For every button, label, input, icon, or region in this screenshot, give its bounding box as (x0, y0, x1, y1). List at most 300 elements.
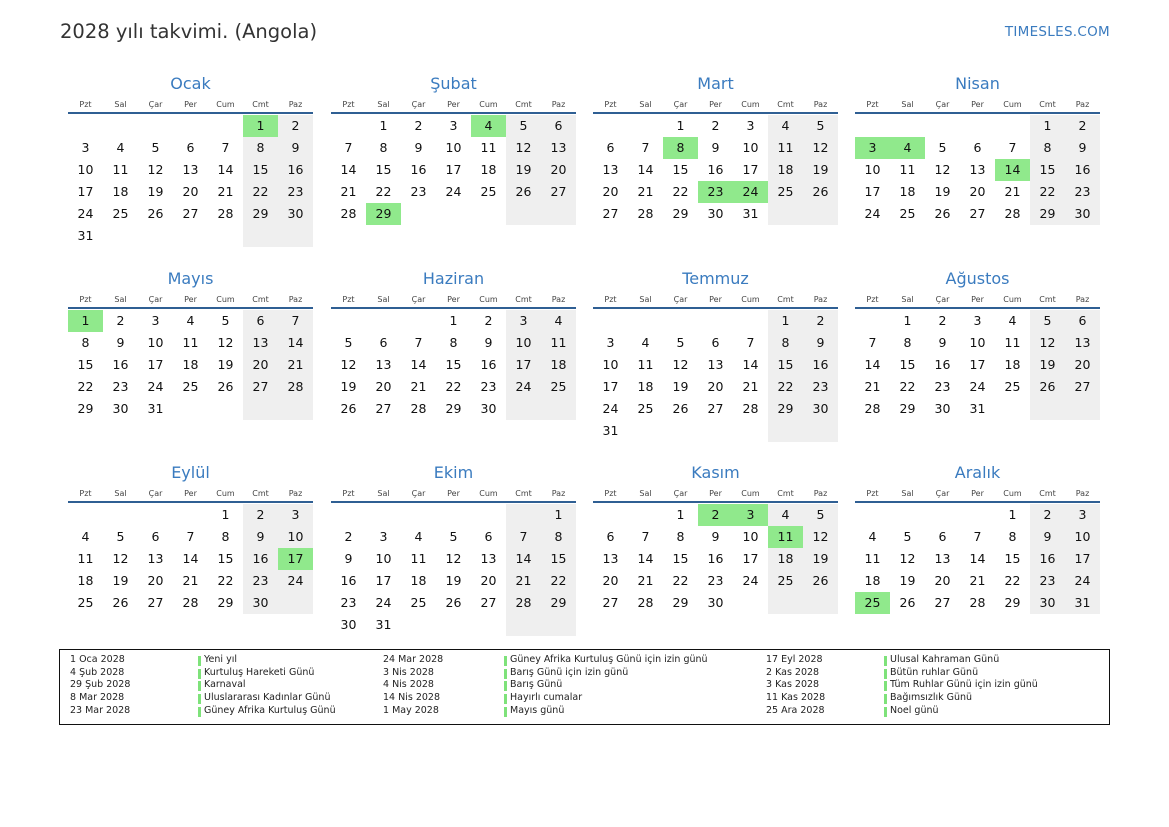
day-cell: 26 (812, 184, 829, 199)
day-cell: 18 (1004, 357, 1021, 372)
day-cell: 2 (711, 118, 720, 133)
day-cell: 11 (777, 140, 794, 155)
day-cell: 2 (116, 313, 125, 328)
day-cell: 29 (672, 595, 689, 610)
weekday-label: Cum (1003, 295, 1022, 304)
day-cell: 18 (550, 357, 567, 372)
day-cell: 19 (445, 573, 462, 588)
day-cell: 19 (899, 573, 916, 588)
month-name: Temmuz (682, 269, 749, 288)
legend-marker (504, 694, 507, 704)
day-cell: 1 (1043, 118, 1052, 133)
day-cell: 31 (742, 206, 759, 221)
day-cell: 9 (116, 335, 125, 350)
day-cell: 6 (606, 140, 615, 155)
day-cell: 12 (934, 162, 951, 177)
brand-link[interactable]: TIMESLES.COM (1004, 24, 1110, 40)
day-cell: 2 (256, 507, 265, 522)
day-cell: 4 (554, 313, 563, 328)
day-cell: 21 (637, 573, 654, 588)
legend-holiday-text: Barış Günü (510, 679, 563, 691)
day-cell: 22 (550, 573, 567, 588)
day-cell: 28 (287, 379, 304, 394)
day-cell: 5 (903, 529, 912, 544)
month-divider (331, 501, 576, 503)
day-cell: 23 (1039, 573, 1056, 588)
day-cell: 12 (147, 162, 164, 177)
weekday-label: Cmt (252, 100, 269, 109)
day-cell: 1 (781, 313, 790, 328)
day-cell: 29 (672, 206, 689, 221)
day-cell: 27 (480, 595, 497, 610)
day-cell: 15 (77, 357, 94, 372)
day-cell: 4 (81, 529, 90, 544)
day-cell: 9 (711, 529, 720, 544)
day-cell: 29 (1004, 595, 1021, 610)
day-cell: 10 (864, 162, 881, 177)
day-cell: 6 (256, 313, 265, 328)
day-cell: 14 (969, 551, 986, 566)
weekday-label: Sal (114, 295, 127, 304)
day-cell: 7 (186, 529, 195, 544)
day-cell: 11 (112, 162, 129, 177)
legend-holiday-name (504, 692, 582, 705)
day-cell: 20 (252, 357, 269, 372)
legend-holiday-name (198, 679, 246, 692)
day-cell: 22 (899, 379, 916, 394)
legend-date: 24 Mar 2028 (383, 654, 444, 665)
weekday-label: Cmt (1039, 295, 1056, 304)
day-cell: 21 (515, 573, 532, 588)
day-cell: 26 (340, 401, 357, 416)
legend-marker (504, 707, 507, 717)
weekday-label: Cmt (515, 489, 532, 498)
legend-holiday-name (198, 654, 237, 667)
day-cell: 13 (602, 162, 619, 177)
day-cell: 21 (340, 184, 357, 199)
day-cell: 17 (515, 357, 532, 372)
day-cell: 8 (903, 335, 912, 350)
day-cell: 3 (81, 140, 90, 155)
month-block (593, 268, 838, 443)
day-cell: 15 (672, 162, 689, 177)
day-cell: 18 (480, 162, 497, 177)
legend-date: 1 May 2028 (383, 704, 439, 716)
day-cell: 22 (672, 184, 689, 199)
day-cell: 9 (484, 335, 493, 350)
day-cell: 8 (676, 529, 685, 544)
day-cell: 11 (1004, 335, 1021, 350)
legend-marker (198, 669, 201, 679)
day-cell: 7 (221, 140, 230, 155)
day-cell: 15 (550, 551, 567, 566)
day-cell: 25 (410, 595, 427, 610)
day-cell: 30 (287, 206, 304, 221)
weekday-label: Sal (901, 489, 914, 498)
weekday-label: Cmt (515, 100, 532, 109)
weekday-label: Çar (935, 295, 950, 304)
day-cell: 10 (515, 335, 532, 350)
day-cell: 2 (816, 313, 825, 328)
weekday-label: Cum (216, 100, 235, 109)
weekday-label: Cum (1003, 100, 1022, 109)
day-cell: 8 (256, 140, 265, 155)
day-cell: 7 (641, 140, 650, 155)
weekday-label: Cmt (252, 489, 269, 498)
day-cell: 21 (182, 573, 199, 588)
weekday-label: Cmt (252, 295, 269, 304)
month-block (855, 73, 1100, 248)
month-divider (68, 307, 313, 309)
day-cell: 4 (1008, 313, 1017, 328)
day-cell: 19 (515, 162, 532, 177)
day-cell: 6 (554, 118, 563, 133)
day-cell: 27 (934, 595, 951, 610)
weekday-label: Paz (551, 100, 566, 109)
month-block (331, 73, 576, 248)
day-cell: 5 (151, 140, 160, 155)
day-cell: 23 (1074, 184, 1091, 199)
day-cell: 31 (602, 423, 619, 438)
day-cell: 15 (777, 357, 794, 372)
day-cell: 3 (151, 313, 160, 328)
legend-holiday-text: Ulusal Kahraman Günü (890, 654, 1000, 665)
holiday-day-cell: 29 (366, 203, 401, 225)
legend-marker (884, 681, 887, 691)
legend-holiday-name (198, 692, 330, 705)
day-cell: 19 (217, 357, 234, 372)
weekday-label: Per (709, 295, 722, 304)
weekday-label: Pzt (79, 100, 92, 109)
day-cell: 19 (672, 379, 689, 394)
day-cell: 16 (707, 551, 724, 566)
legend-holiday-name (504, 667, 628, 680)
day-cell: 18 (777, 551, 794, 566)
day-cell: 3 (606, 335, 615, 350)
day-cell: 7 (973, 529, 982, 544)
weekday-label: Paz (1075, 489, 1090, 498)
day-cell: 11 (182, 335, 199, 350)
day-cell: 3 (1078, 507, 1087, 522)
legend-holiday-name (884, 705, 939, 718)
day-cell: 15 (445, 357, 462, 372)
weekday-label: Pzt (604, 489, 617, 498)
day-cell: 23 (707, 573, 724, 588)
day-cell: 25 (77, 595, 94, 610)
day-cell: 4 (781, 507, 790, 522)
day-cell: 26 (672, 401, 689, 416)
day-cell: 12 (515, 140, 532, 155)
legend-date: 3 Kas 2028 (766, 679, 820, 691)
day-cell: 1 (676, 507, 685, 522)
month-name: Şubat (430, 74, 477, 93)
legend-holiday-name (884, 654, 999, 667)
day-cell: 16 (1039, 551, 1056, 566)
day-cell: 13 (934, 551, 951, 566)
day-cell: 18 (899, 184, 916, 199)
day-cell: 26 (899, 595, 916, 610)
legend-holiday-text: Barış Günü için izin günü (510, 666, 629, 678)
day-cell: 13 (707, 357, 724, 372)
legend-date: 14 Nis 2028 (383, 692, 440, 704)
day-cell: 11 (77, 551, 94, 566)
weekday-label: Paz (551, 489, 566, 498)
day-cell: 17 (864, 184, 881, 199)
day-cell: 18 (864, 573, 881, 588)
day-cell: 24 (602, 401, 619, 416)
day-cell: 21 (1004, 184, 1021, 199)
holiday-day-cell: 24 (733, 181, 768, 203)
day-cell: 2 (414, 118, 423, 133)
day-cell: 5 (116, 529, 125, 544)
day-cell: 30 (707, 206, 724, 221)
day-cell: 26 (812, 573, 829, 588)
day-cell: 25 (777, 184, 794, 199)
day-cell: 13 (969, 162, 986, 177)
day-cell: 28 (217, 206, 234, 221)
legend-date: 1 Oca 2028 (70, 654, 125, 665)
day-cell: 28 (969, 595, 986, 610)
month-divider (593, 112, 838, 114)
month-divider (855, 307, 1100, 309)
weekday-label: Çar (148, 295, 163, 304)
day-cell: 27 (602, 206, 619, 221)
day-cell: 21 (969, 573, 986, 588)
day-cell: 20 (707, 379, 724, 394)
day-cell: 29 (252, 206, 269, 221)
weekday-label: Çar (411, 100, 426, 109)
day-cell: 26 (147, 206, 164, 221)
weekday-label: Paz (288, 100, 303, 109)
day-cell: 13 (480, 551, 497, 566)
weekday-label: Paz (813, 489, 828, 498)
day-cell: 31 (77, 228, 94, 243)
day-cell: 29 (1039, 206, 1056, 221)
day-cell: 14 (515, 551, 532, 566)
weekday-label: Per (184, 489, 197, 498)
weekday-label: Paz (813, 100, 828, 109)
day-cell: 20 (147, 573, 164, 588)
day-cell: 14 (864, 357, 881, 372)
weekday-label: Çar (673, 100, 688, 109)
weekday-label: Per (709, 489, 722, 498)
day-cell: 17 (77, 184, 94, 199)
legend-holiday-name (504, 654, 708, 667)
day-cell: 18 (77, 573, 94, 588)
day-cell: 14 (182, 551, 199, 566)
legend-date: 25 Ara 2028 (766, 704, 825, 716)
day-cell: 28 (410, 401, 427, 416)
day-cell: 1 (554, 507, 563, 522)
day-cell: 3 (746, 118, 755, 133)
day-cell: 3 (291, 507, 300, 522)
day-cell: 6 (151, 529, 160, 544)
weekday-label: Sal (901, 100, 914, 109)
legend-marker (884, 707, 887, 717)
day-cell: 5 (519, 118, 528, 133)
weekday-label: Cum (216, 489, 235, 498)
day-cell: 17 (969, 357, 986, 372)
day-cell: 22 (252, 184, 269, 199)
day-cell: 5 (449, 529, 458, 544)
weekday-label: Çar (148, 100, 163, 109)
legend-holiday-text: Güney Afrika Kurtuluş Günü için izin günü (510, 654, 708, 665)
legend-marker (198, 694, 201, 704)
holiday-day-cell: 3 (855, 137, 890, 159)
day-cell: 14 (742, 357, 759, 372)
day-cell: 23 (480, 379, 497, 394)
day-cell: 27 (1074, 379, 1091, 394)
day-cell: 31 (969, 401, 986, 416)
day-cell: 19 (112, 573, 129, 588)
day-cell: 28 (340, 206, 357, 221)
weekday-label: Sal (114, 489, 127, 498)
legend-marker (504, 681, 507, 691)
day-cell: 20 (375, 379, 392, 394)
holiday-day-cell: 14 (995, 159, 1030, 181)
day-cell: 16 (410, 162, 427, 177)
day-cell: 31 (1074, 595, 1091, 610)
day-cell: 26 (515, 184, 532, 199)
weekday-label: Sal (639, 489, 652, 498)
day-cell: 10 (375, 551, 392, 566)
day-cell: 22 (77, 379, 94, 394)
day-cell: 28 (182, 595, 199, 610)
day-cell: 10 (445, 140, 462, 155)
day-cell: 21 (217, 184, 234, 199)
day-cell: 4 (414, 529, 423, 544)
day-cell: 22 (375, 184, 392, 199)
day-cell: 15 (217, 551, 234, 566)
day-cell: 24 (864, 206, 881, 221)
weekday-label: Çar (673, 295, 688, 304)
legend-marker (198, 707, 201, 717)
day-cell: 25 (112, 206, 129, 221)
weekday-label: Per (184, 295, 197, 304)
day-cell: 28 (637, 206, 654, 221)
legend-marker (198, 656, 201, 666)
day-cell: 22 (445, 379, 462, 394)
day-cell: 8 (221, 529, 230, 544)
day-cell: 23 (340, 595, 357, 610)
day-cell: 1 (1008, 507, 1017, 522)
legend-holiday-text: Bütün ruhlar Günü (890, 666, 979, 678)
month-block (68, 73, 313, 248)
weekday-label: Cmt (777, 295, 794, 304)
day-cell: 8 (781, 335, 790, 350)
weekday-label: Cmt (515, 295, 532, 304)
day-cell: 9 (711, 140, 720, 155)
day-cell: 11 (480, 140, 497, 155)
holiday-day-cell: 23 (698, 181, 733, 203)
day-cell: 29 (217, 595, 234, 610)
day-cell: 16 (707, 162, 724, 177)
day-cell: 13 (252, 335, 269, 350)
day-cell: 7 (1008, 140, 1017, 155)
day-cell: 3 (379, 529, 388, 544)
day-cell: 9 (414, 140, 423, 155)
day-cell: 25 (182, 379, 199, 394)
weekday-label: Paz (551, 295, 566, 304)
legend-marker (504, 669, 507, 679)
day-cell: 14 (637, 162, 654, 177)
day-cell: 12 (672, 357, 689, 372)
day-cell: 2 (1078, 118, 1087, 133)
day-cell: 18 (182, 357, 199, 372)
day-cell: 28 (637, 595, 654, 610)
weekday-label: Paz (288, 295, 303, 304)
legend-holiday-text: Tüm Ruhlar Günü için izin günü (890, 679, 1038, 691)
day-cell: 22 (1004, 573, 1021, 588)
day-cell: 9 (344, 551, 353, 566)
day-cell: 6 (711, 335, 720, 350)
legend-marker (198, 681, 201, 691)
weekday-label: Cmt (777, 100, 794, 109)
legend-holiday-text: Bağımsızlık Günü (890, 692, 973, 704)
weekday-label: Sal (377, 489, 390, 498)
month-block (593, 73, 838, 248)
day-cell: 14 (217, 162, 234, 177)
day-cell: 13 (1074, 335, 1091, 350)
day-cell: 26 (445, 595, 462, 610)
weekday-label: Pzt (866, 489, 879, 498)
day-cell: 25 (899, 206, 916, 221)
legend-holiday-text: Güney Afrika Kurtuluş Günü (204, 704, 336, 716)
day-cell: 12 (899, 551, 916, 566)
day-cell: 5 (221, 313, 230, 328)
weekday-label: Cmt (1039, 489, 1056, 498)
day-cell: 22 (217, 573, 234, 588)
month-name: Haziran (422, 269, 485, 288)
day-cell: 6 (606, 529, 615, 544)
day-cell: 8 (379, 140, 388, 155)
day-cell: 3 (519, 313, 528, 328)
day-cell: 6 (938, 529, 947, 544)
month-divider (68, 501, 313, 503)
weekday-label: Per (971, 100, 984, 109)
day-cell: 3 (449, 118, 458, 133)
day-cell: 23 (252, 573, 269, 588)
day-cell: 22 (672, 573, 689, 588)
day-cell: 26 (1039, 379, 1056, 394)
day-cell: 10 (969, 335, 986, 350)
day-cell: 5 (816, 507, 825, 522)
day-cell: 9 (291, 140, 300, 155)
month-name: Mart (697, 74, 734, 93)
day-cell: 20 (1074, 357, 1091, 372)
page-title: 2028 yılı takvimi. (Angola) (60, 20, 318, 43)
legend-date: 4 Nis 2028 (383, 679, 434, 691)
day-cell: 10 (287, 529, 304, 544)
day-cell: 18 (637, 379, 654, 394)
holiday-day-cell: 4 (471, 115, 506, 137)
day-cell: 27 (550, 184, 567, 199)
day-cell: 8 (1008, 529, 1017, 544)
legend-marker (884, 669, 887, 679)
day-cell: 17 (602, 379, 619, 394)
month-name: Ekim (433, 463, 474, 482)
day-cell: 16 (287, 162, 304, 177)
weekday-label: Pzt (342, 295, 355, 304)
weekday-label: Paz (1075, 100, 1090, 109)
legend-date: 3 Nis 2028 (383, 666, 434, 678)
day-cell: 24 (445, 184, 462, 199)
day-cell: 24 (147, 379, 164, 394)
day-cell: 27 (147, 595, 164, 610)
day-cell: 16 (112, 357, 129, 372)
day-cell: 16 (252, 551, 269, 566)
legend-holiday-text: Uluslararası Kadınlar Günü (204, 692, 331, 704)
